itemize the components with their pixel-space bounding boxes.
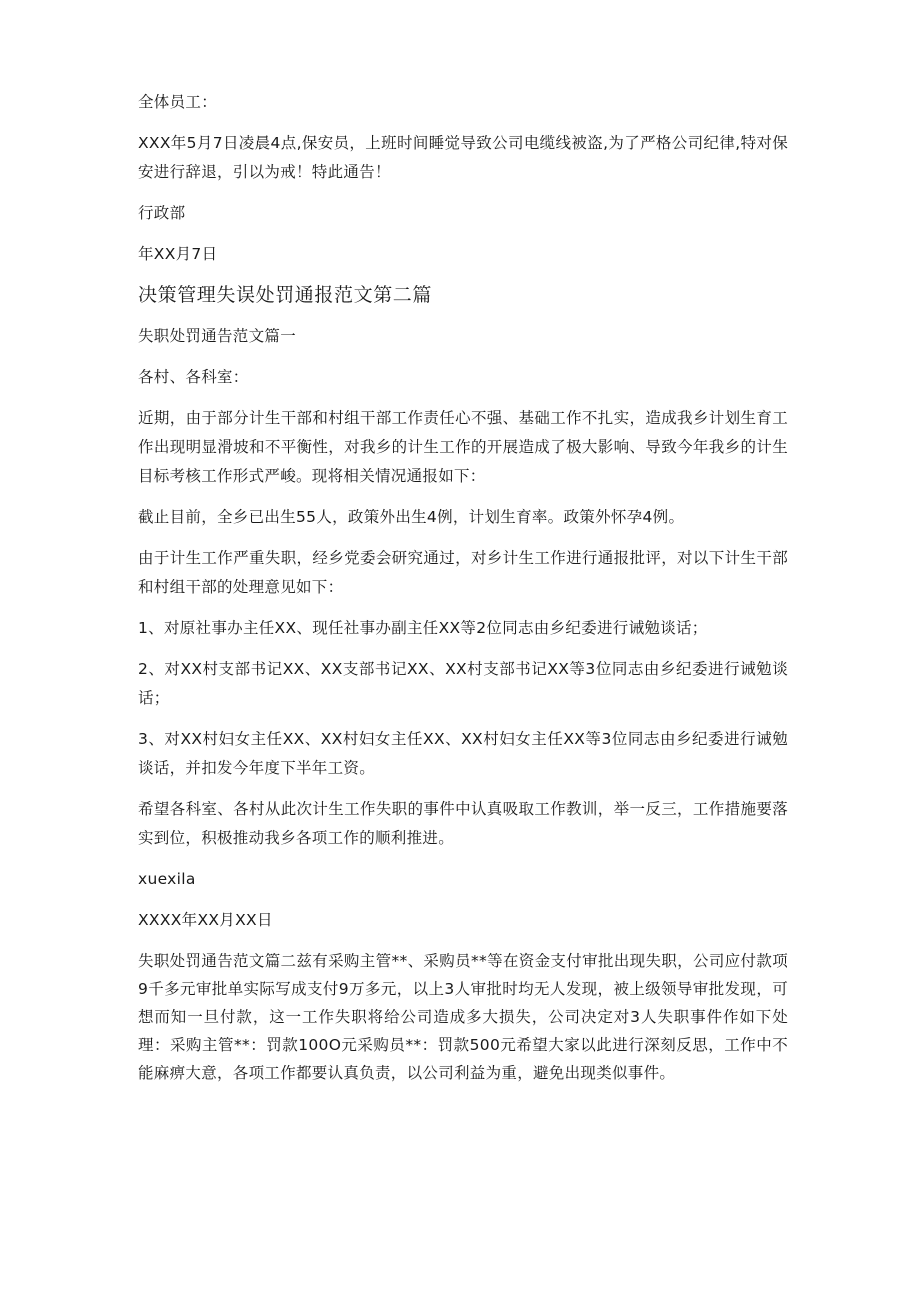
issue-date: 年XX月7日 [138,245,218,263]
document-body [138,88,788,1099]
closing-paragraph: 希望各科室、各村从此次计生工作失职的事件中认真吸取工作教训，举一反三，工作措施要落实到位，积极推动我乡各项工作的顺利推进。 [138,800,788,847]
section-heading: 决策管理失误处罚通报范文第二篇 [138,284,433,306]
statistics-paragraph: 截止目前，全乡已出生55人，政策外出生4例，计划生育率。政策外怀孕4例。 [138,508,685,526]
notice-body: XXX年5月7日凌晨4点,保安员，上班时间睡觉导致公司电缆线被盗,为了严格公司纪律,特对保安进行辞退，引以为戒！特此通告！ [138,134,788,181]
signature: xuexila [138,870,196,888]
salutation-staff: 全体员工： [138,93,218,111]
decision-paragraph: 由于计生工作严重失职，经乡党委会研究通过，对乡计生工作进行通报批评，对以下计生干部和村组干部的处理意见如下： [138,549,788,596]
list-item: 3、对XX村妇女主任XX、XX村妇女主任XX、XX村妇女主任XX等3位同志由乡纪委进行诫勉谈话，并扣发今年度下半年工资。 [138,730,788,777]
list-item: 2、对XX村支部书记XX、XX支部书记XX、XX村支部书记XX等3位同志由乡纪委进行诫勉谈话； [138,660,788,707]
second-case-paragraph: 失职处罚通告范文篇二兹有采购主管**、采购员**等在资金支付审批出现失职，公司应付款项9千多元审批单实际写成支付9万多元，以上3人审批时均无人发现，被上级领导审批发现，可想而知一旦付款，这一工作失职将给公司造成多大损失，公司决定对3人失职事件作如下处理：采购主管**：罚款100O元采购员**：罚款500元希望大家以此进行深刻反思，工作中不能麻痹大意，各项工作都要认真负责，以公司利益为重，避免出现类似事件。 [138,952,788,1082]
intro-paragraph: 近期，由于部分计生干部和村组干部工作责任心不强、基础工作不扎实，造成我乡计划生育工作出现明显滑坡和不平衡性，对我乡的计生工作的开展造成了极大影响、导致今年我乡的计生目标考核工作形式严峻。现将相关情况通报如下： [138,409,788,485]
issuer-dept: 行政部 [138,204,186,222]
list-item: 1、对原社事办主任XX、现任社事办副主任XX等2位同志由乡纪委进行诫勉谈话； [138,619,708,637]
signature-date: XXXX年XX月XX日 [138,911,273,929]
salutation-villages: 各村、各科室： [138,368,249,386]
subtitle-1: 失职处罚通告范文篇一 [138,327,297,345]
